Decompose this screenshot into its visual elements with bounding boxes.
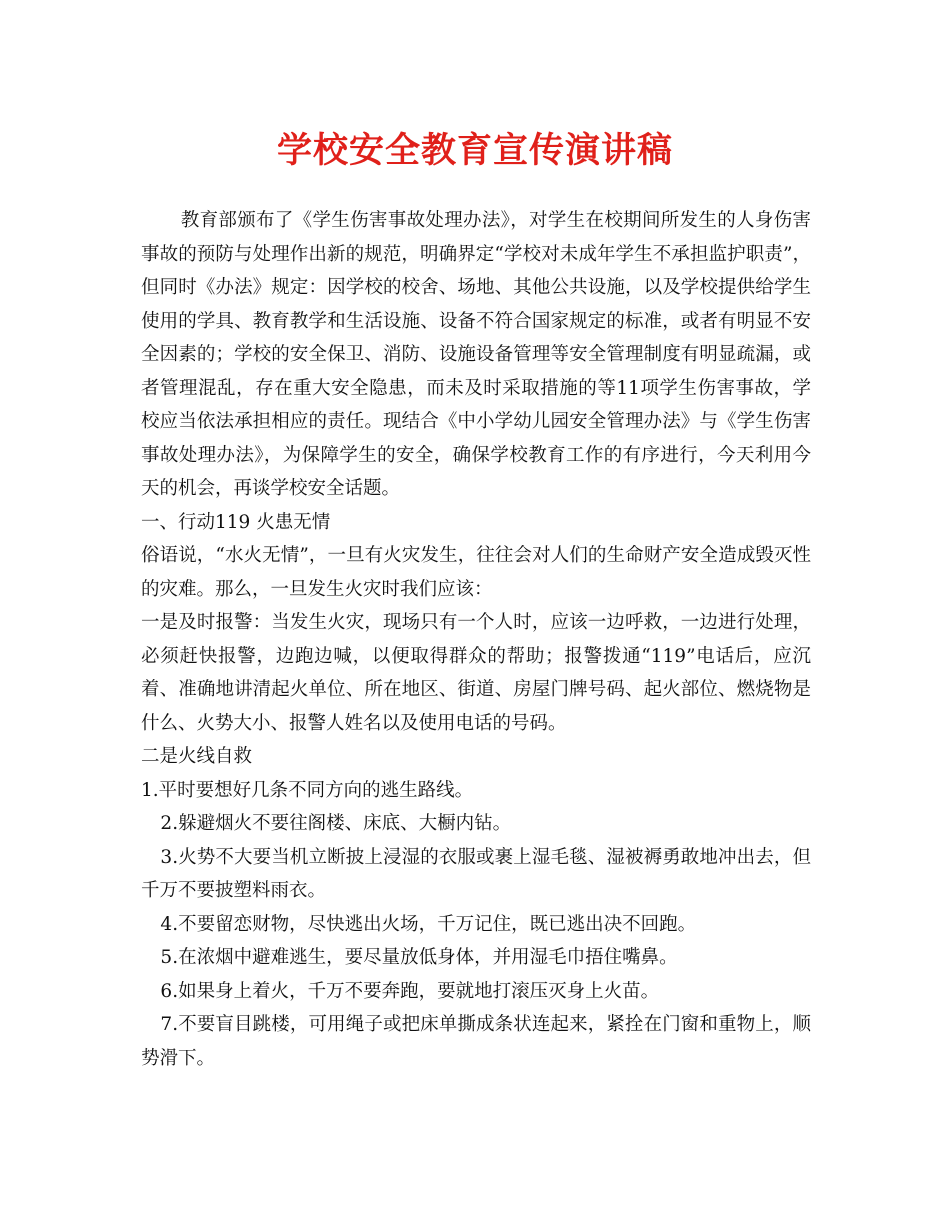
list-item: 1.平时要想好几条不同方向的逃生路线。 xyxy=(141,779,474,801)
list-item: 3.火势不大要当机立断披上浸湿的衣服或裹上湿毛毯、湿被褥勇敢地冲出去，但千万不要披塑料雨衣。 xyxy=(141,846,811,901)
list-item: 4.不要留恋财物，尽快逃出火场，千万记住，既已逃出决不回跑。 xyxy=(160,913,697,935)
section-heading-fire: 一、行动119 火患无情 xyxy=(141,511,331,533)
list-item: 6.如果身上着火，千万不要奔跑，要就地打滚压灭身上火苗。 xyxy=(160,980,660,1002)
document-title: 学校安全教育宣传演讲稿 xyxy=(276,130,673,171)
fire-proverb-paragraph: 俗语说，“水火无情”，一旦有火灾发生，往往会对人们的生命财产安全造成毁灭性的灾难。那么，一旦发生火灾时我们应该： xyxy=(141,545,811,600)
list-item: 5.在浓烟中避难逃生，要尽量放低身体，并用湿毛巾捂住嘴鼻。 xyxy=(160,947,678,968)
self-rescue-heading: 二是火线自救 xyxy=(141,746,253,767)
list-item: 2.躲避烟火不要往阁楼、床底、大橱内钻。 xyxy=(160,813,512,834)
document-body xyxy=(141,204,811,1075)
list-item: 7.不要盲目跳楼，可用绳子或把床单撕成条状连起来，紧拴在门窗和重物上，顺势滑下。 xyxy=(141,1014,811,1069)
intro-paragraph: 教育部颁布了《学生伤害事故处理办法》，对学生在校期间所发生的人身伤害事故的预防与处理作出新的规范，明确界定“学校对未成年学生不承担监护职责”，但同时《办法》规定：因学校的校舍、场地、其他公共设施，以及学校提供给学生使用的学具、教育教学和生活设施、设备不符合国家规定的标准，或者有明显不安全因素的；学校的安全保卫、消防、设施设备管理等安全管理制度有明显疏漏，或者管理混乱，存在重大安全隐患，而未及时采取措施的等11项学生伤害事故，学校应当依法承担相应的责任。现结合《中小学幼儿园安全管理办法》与《学生伤害事故处理办法》，为保障学生的安全，确保学校教育工作的有序进行，今天利用今天的机会，再谈学校安全话题。 xyxy=(141,210,811,499)
report-alarm-paragraph: 一是及时报警：当发生火灾，现场只有一个人时，应该一边呼救，一边进行处理，必须赶快报警，边跑边喊，以便取得群众的帮助；报警拨通“119”电话后，应沉着、准确地讲清起火单位、所在地区、街道、房屋门牌号码、起火部位、燃烧物是什么、火势大小、报警人姓名以及使用电话的号码。 xyxy=(141,612,811,734)
